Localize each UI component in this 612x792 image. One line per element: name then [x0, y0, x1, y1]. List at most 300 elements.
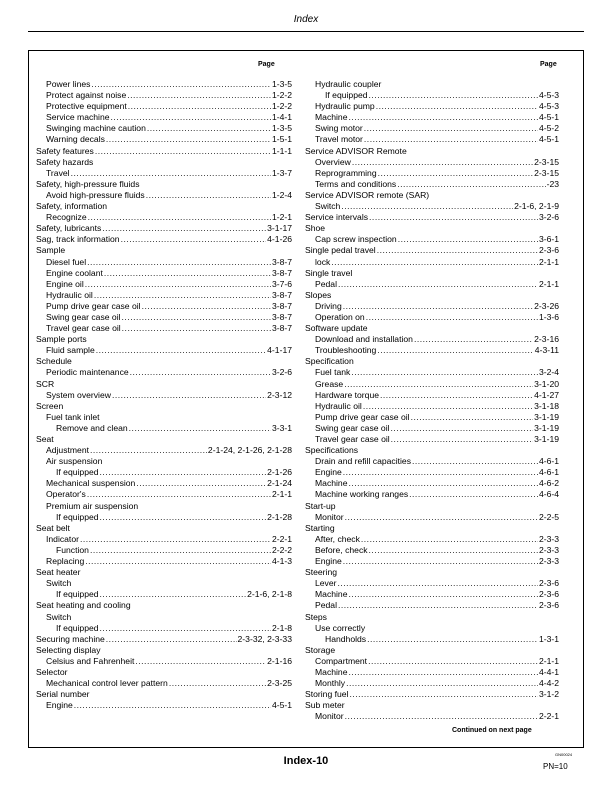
index-entry: [305, 112, 559, 123]
index-entry: [305, 301, 559, 312]
index-entry: [305, 312, 559, 323]
index-entry-page: 2-2-5: [538, 511, 559, 522]
index-entry-page: 3-2-6: [538, 212, 559, 223]
index-entry: [305, 556, 559, 567]
index-entry-term: If equipped: [56, 467, 99, 478]
index-entry: [305, 412, 559, 423]
dot-leader: [348, 667, 537, 678]
index-entry: [305, 612, 559, 623]
index-entry-page: 1-3-7: [271, 167, 292, 178]
dot-leader: [100, 512, 267, 523]
index-entry: [305, 545, 559, 556]
index-entry: [305, 223, 559, 234]
dot-leader: [87, 489, 271, 500]
dot-leader: [348, 112, 537, 123]
index-entry-page: 1-2-2: [271, 101, 292, 112]
index-entry: [305, 268, 559, 279]
index-entry-term: System overview: [46, 389, 111, 400]
index-entry-term: Terms and conditions: [315, 178, 397, 189]
dot-leader: [122, 312, 271, 323]
index-entry-term: Shoe: [305, 223, 326, 234]
index-entry: [305, 290, 559, 301]
index-entry-page: 3-8-7: [271, 311, 292, 322]
dot-leader: [367, 634, 538, 645]
index-entry: [36, 589, 292, 600]
index-entry: [305, 157, 559, 168]
index-entry-term: Switch: [46, 611, 72, 622]
index-entry: [305, 401, 559, 412]
index-entry: [305, 667, 559, 678]
dot-leader: [96, 345, 266, 356]
index-entry-term: Hydraulic oil: [315, 400, 362, 411]
index-entry: [305, 101, 559, 112]
index-entry-term: Storage: [305, 644, 336, 655]
index-entry-page: 2-3-6: [538, 589, 559, 600]
index-entry: [305, 146, 559, 157]
index-entry-page: 2-1-24: [267, 478, 292, 489]
index-entry-term: Replacing: [46, 556, 85, 567]
index-entry-term: Handholds: [325, 633, 367, 644]
dot-leader: [380, 390, 533, 401]
index-entry: [36, 445, 292, 456]
index-entry-term: Protective equipment: [46, 101, 127, 112]
index-entry: [36, 379, 292, 390]
index-entry-term: If equipped: [56, 589, 99, 600]
index-entry-term: Avoid high-pressure fluids: [46, 189, 145, 200]
index-entry-page: 1-3-1: [538, 633, 559, 644]
index-entry-term: If equipped: [56, 622, 99, 633]
index-entry-term: Safety, lubricants: [36, 223, 102, 234]
index-entry: [305, 257, 559, 268]
index-entry-term: Adjustment: [46, 445, 89, 456]
index-entry: [305, 134, 559, 145]
dot-leader: [348, 478, 537, 489]
index-entry: [36, 390, 292, 401]
index-entry-term: Hydraulic coupler: [315, 79, 382, 89]
index-entry-page: 1-2-4: [271, 189, 292, 200]
index-entry-page: 4-1-3: [271, 556, 292, 567]
index-entry: [305, 90, 559, 101]
index-entry-page: 2-3-6: [538, 600, 559, 611]
index-entry-term: Download and installation: [315, 334, 413, 345]
dot-leader: [129, 423, 271, 434]
index-entry-term: Cap screw inspection: [315, 234, 397, 245]
index-entry-page: 3-1-19: [534, 434, 559, 444]
index-entry: [305, 645, 559, 656]
dot-leader: [147, 123, 271, 134]
index-entry-term: Machine: [315, 112, 348, 123]
dot-leader: [127, 90, 271, 101]
index-entry-page: 4-5-2: [538, 123, 559, 134]
index-entry-page: 2-1-1: [271, 489, 292, 500]
index-entry-term: Starting: [305, 522, 335, 533]
index-entry-term: Swinging machine caution: [46, 123, 146, 134]
index-entry: [305, 478, 559, 489]
index-entry-term: Screen: [36, 400, 64, 411]
index-entry: [36, 312, 292, 323]
index-entry: [36, 689, 292, 700]
index-entry-term: Service ADVISOR remote (SAR): [305, 189, 430, 200]
index-entry-page: 1-3-5: [271, 79, 292, 89]
index-entry-term: Steps: [305, 611, 327, 622]
index-entry-page: 4-4-2: [538, 678, 559, 689]
index-entry: [305, 212, 559, 223]
index-entry: [36, 401, 292, 412]
index-entry-page: 4-6-1: [538, 456, 559, 467]
index-entry-page: 3-2-6: [271, 367, 292, 378]
index-entry-page: 4-5-1: [538, 134, 559, 145]
dot-leader: [364, 134, 538, 145]
index-entry: [36, 434, 292, 445]
index-entry-term: Software update: [305, 323, 368, 334]
index-entry: [36, 157, 292, 168]
index-entry: [305, 123, 559, 134]
index-entry-term: Machine: [315, 666, 348, 677]
index-entry-term: Monthly: [315, 678, 346, 689]
index-entry-term: Sample ports: [36, 334, 87, 345]
dot-leader: [106, 634, 237, 645]
index-entry-term: Indicator: [46, 533, 79, 544]
index-entry-term: Switch: [315, 201, 341, 212]
index-entry-term: Travel gear case oil: [46, 323, 121, 334]
index-entry-term: Fuel tank: [315, 367, 351, 378]
index-entry-page: 2-3-3: [538, 556, 559, 567]
index-entry-term: Safety features: [36, 145, 94, 156]
index-entry: [36, 268, 292, 279]
index-entry-term: Remove and clean: [56, 422, 128, 433]
dot-leader: [377, 245, 538, 256]
dot-leader: [112, 390, 266, 401]
dot-leader: [135, 656, 266, 667]
index-entry-term: Travel motor: [315, 134, 363, 145]
dot-leader: [378, 168, 534, 179]
index-entry-term: Engine coolant: [46, 267, 103, 278]
dot-leader: [361, 534, 538, 545]
index-entry: [305, 534, 559, 545]
index-entry: [36, 223, 292, 234]
index-entry-term: Engine oil: [46, 278, 84, 289]
index-entry-term: Hardware torque: [315, 389, 380, 400]
index-entry-term: Safety, information: [36, 201, 108, 212]
dot-leader: [169, 678, 266, 689]
index-entry-term: Celsius and Fahrenheit: [46, 655, 135, 666]
dot-leader: [128, 101, 271, 112]
index-entry: [36, 345, 292, 356]
index-entry: [36, 257, 292, 268]
dot-leader: [366, 312, 538, 323]
index-entry-page: 2-3-32, 2-3-33: [237, 633, 292, 644]
index-entry: [305, 168, 559, 179]
index-entry: [36, 634, 292, 645]
index-entry-term: Protect against noise: [46, 90, 127, 101]
dot-leader: [71, 168, 271, 179]
index-entry-page: 4-6-1: [538, 467, 559, 478]
index-entry-page: 3-1-2: [538, 689, 559, 700]
index-entry-page: 4-4-1: [538, 666, 559, 677]
dot-leader: [102, 223, 266, 234]
index-entry: [36, 645, 292, 656]
index-entry-page: -23: [546, 178, 559, 189]
index-entry-term: Engine: [315, 556, 342, 567]
index-entry-term: Overview: [315, 156, 351, 167]
index-entry-term: Pump drive gear case oil: [46, 300, 141, 311]
index-entry: [36, 423, 292, 434]
dot-leader: [397, 179, 545, 190]
dot-leader: [369, 545, 538, 556]
index-entry-term: Slopes: [305, 289, 332, 300]
dot-leader: [331, 257, 538, 268]
dot-leader: [345, 711, 538, 722]
index-entry-page: 3-8-7: [271, 289, 292, 300]
footer-pn: PN=10: [543, 762, 568, 771]
dot-leader: [369, 90, 538, 101]
header-title: Index: [293, 14, 319, 25]
index-entry: [305, 678, 559, 689]
index-entry-page: 2-3-6: [538, 245, 559, 256]
dot-leader: [364, 123, 538, 134]
index-entry-term: Operation on: [315, 311, 365, 322]
index-entry: [305, 379, 559, 390]
index-entry-page: 2-1-6, 2-1-9: [514, 201, 559, 212]
dot-leader: [345, 512, 538, 523]
index-entry-term: Service ADVISOR Remote: [305, 145, 407, 156]
index-entry-page: 2-3-15: [534, 156, 559, 167]
index-entry-page: 2-1-1: [538, 655, 559, 666]
index-entry-page: 3-1-19: [534, 411, 559, 422]
index-entry: [36, 245, 292, 256]
index-entry-term: Machine: [315, 478, 348, 489]
index-entry: [36, 612, 292, 623]
page-column-label-left: Page: [258, 61, 275, 68]
dot-leader: [90, 545, 271, 556]
dot-leader: [146, 190, 271, 201]
index-entry-term: SCR: [36, 378, 55, 389]
index-entry-page: 3-6-1: [538, 234, 559, 245]
index-entry-term: Single pedal travel: [305, 245, 376, 256]
index-entry: [36, 279, 292, 290]
index-entry-term: Operator's: [46, 489, 86, 500]
index-entry-page: 4-1-27: [534, 389, 559, 400]
index-entry-page: 2-3-3: [538, 544, 559, 555]
index-entry: [305, 600, 559, 611]
index-column-left: [36, 79, 292, 711]
dot-leader: [88, 212, 271, 223]
index-entry: [36, 323, 292, 334]
dot-leader: [87, 257, 271, 268]
dot-leader: [377, 345, 533, 356]
index-entry-term: Reprogramming: [315, 167, 377, 178]
index-entry-term: Pump drive gear case oil: [315, 411, 410, 422]
dot-leader: [368, 656, 538, 667]
index-entry-term: Travel gear case oil: [315, 434, 390, 444]
index-entry: [36, 623, 292, 634]
index-entry-term: Sag, track information: [36, 234, 120, 245]
index-entry-page: 1-2-1: [271, 212, 292, 223]
dot-leader: [343, 467, 538, 478]
dot-leader: [341, 201, 513, 212]
index-entry: [305, 456, 559, 467]
index-entry-term: Monitor: [315, 711, 344, 722]
index-entry-term: Machine working ranges: [315, 489, 409, 500]
index-entry-page: 1-3-6: [538, 311, 559, 322]
index-entry: [36, 700, 292, 711]
index-entry: [305, 390, 559, 401]
index-entry-term: After, check: [315, 533, 360, 544]
index-entry: [36, 190, 292, 201]
index-entry: [36, 534, 292, 545]
index-entry-page: 3-3-1: [271, 422, 292, 433]
index-entry: [305, 578, 559, 589]
dot-leader: [94, 290, 271, 301]
index-entry: [36, 179, 292, 190]
index-entry: [305, 323, 559, 334]
index-entry: [305, 689, 559, 700]
index-entry-page: 2-3-6: [538, 578, 559, 589]
index-entry-term: Recognize: [46, 212, 87, 223]
index-entry-page: 3-8-7: [271, 300, 292, 311]
index-entry-term: Fluid sample: [46, 345, 95, 356]
index-entry-term: Before, check: [315, 544, 368, 555]
index-entry-term: Serial number: [36, 689, 90, 700]
index-entry-term: Specification: [305, 356, 354, 367]
index-entry: [36, 467, 292, 478]
index-entry-term: Warning decals: [46, 134, 105, 145]
index-entry: [305, 334, 559, 345]
index-entry-page: 4-5-1: [271, 700, 292, 711]
index-entry-term: Hydraulic oil: [46, 289, 93, 300]
index-entry-term: Machine: [315, 589, 348, 600]
index-entry: [305, 512, 559, 523]
index-entry-page: 4-1-26: [267, 234, 292, 245]
index-entry-term: Hydraulic pump: [315, 101, 375, 112]
index-entry-page: 1-1-1: [271, 145, 292, 156]
index-entry-term: lock: [315, 256, 331, 267]
index-entry-page: 3-1-19: [534, 422, 559, 433]
index-entry-page: 4-5-1: [538, 112, 559, 123]
index-entry: [305, 423, 559, 434]
index-entry-page: 4-5-3: [538, 90, 559, 101]
dot-leader: [111, 112, 271, 123]
index-entry-page: 4-6-2: [538, 478, 559, 489]
index-entry: [305, 279, 559, 290]
index-entry-term: Fuel tank inlet: [46, 411, 100, 422]
dot-leader: [346, 678, 538, 689]
index-entry: [36, 101, 292, 112]
document-code: GN00024: [555, 752, 573, 757]
index-entry-term: Storing fuel: [305, 689, 349, 700]
dot-leader: [376, 101, 538, 112]
dot-leader: [142, 301, 271, 312]
index-entry-page: 2-2-1: [271, 533, 292, 544]
index-entry: [36, 501, 292, 512]
index-entry-page: 2-1-8: [271, 622, 292, 633]
dot-leader: [409, 489, 538, 500]
index-entry: [305, 190, 559, 201]
footer-page-number: Index-10: [283, 755, 329, 767]
index-entry: [36, 134, 292, 145]
index-entry-term: Selector: [36, 666, 68, 677]
index-entry-page: 4-3-11: [534, 345, 559, 356]
index-entry-term: Periodic maintenance: [46, 367, 129, 378]
dot-leader: [391, 423, 534, 434]
index-entry: [36, 79, 292, 90]
index-entry: [305, 367, 559, 378]
index-entry: [36, 112, 292, 123]
index-entry-term: Swing gear case oil: [46, 311, 121, 322]
dot-leader: [343, 301, 533, 312]
dot-leader: [91, 79, 271, 90]
index-entry-page: 2-1-26: [267, 467, 292, 478]
index-entry-term: Use correctly: [315, 622, 366, 633]
index-entry-page: 2-1-28: [267, 511, 292, 522]
index-entry-page: 3-8-7: [271, 323, 292, 334]
index-entry-term: Service intervals: [305, 212, 369, 223]
index-entry-page: 2-1-1: [538, 256, 559, 267]
index-entry-term: Pedal: [315, 600, 337, 611]
dot-leader: [369, 212, 538, 223]
index-entry-page: 2-3-12: [267, 389, 292, 400]
dot-leader: [85, 556, 271, 567]
index-entry: [36, 489, 292, 500]
index-entry-term: Air suspension: [46, 456, 103, 467]
index-entry: [36, 456, 292, 467]
index-entry: [36, 678, 292, 689]
index-entry-term: Premium air suspension: [46, 500, 139, 511]
dot-leader: [104, 268, 271, 279]
dot-leader: [100, 623, 271, 634]
index-entry-term: Sub meter: [305, 700, 345, 711]
page-column-label-right: Page: [540, 61, 557, 68]
index-entry: [36, 301, 292, 312]
index-entry: [305, 589, 559, 600]
index-entry-page: 2-3-16: [534, 334, 559, 345]
dot-leader: [411, 412, 534, 423]
index-entry-page: 3-2-4: [538, 367, 559, 378]
index-entry-page: 1-3-5: [271, 123, 292, 134]
index-entry-page: 1-5-1: [271, 134, 292, 145]
index-entry: [36, 90, 292, 101]
index-entry: [305, 356, 559, 367]
index-entry-page: 3-7-6: [271, 278, 292, 289]
index-entry: [305, 79, 559, 90]
index-entry-term: Lever: [315, 578, 337, 589]
dot-leader: [95, 146, 271, 157]
index-entry: [36, 146, 292, 157]
dot-leader: [398, 234, 538, 245]
index-entry: [36, 667, 292, 678]
index-entry-term: Securing machine: [36, 633, 105, 644]
index-entry: [305, 489, 559, 500]
index-entry-page: 4-5-3: [538, 101, 559, 112]
dot-leader: [343, 556, 538, 567]
index-entry: [36, 545, 292, 556]
dot-leader: [338, 600, 538, 611]
index-entry: [36, 512, 292, 523]
index-entry-term: Grease: [315, 378, 344, 389]
index-entry-page: 2-3-15: [534, 167, 559, 178]
index-entry: [305, 245, 559, 256]
index-entry-term: Mechanical control lever pattern: [46, 678, 168, 689]
index-entry-page: 2-3-26: [534, 300, 559, 311]
index-entry: [305, 523, 559, 534]
index-entry-page: 2-3-25: [267, 678, 292, 689]
index-entry: [305, 345, 559, 356]
index-entry: [36, 290, 292, 301]
index-entry-term: Schedule: [36, 356, 72, 367]
index-entry: [36, 356, 292, 367]
dot-leader: [80, 534, 271, 545]
index-entry: [305, 434, 559, 445]
